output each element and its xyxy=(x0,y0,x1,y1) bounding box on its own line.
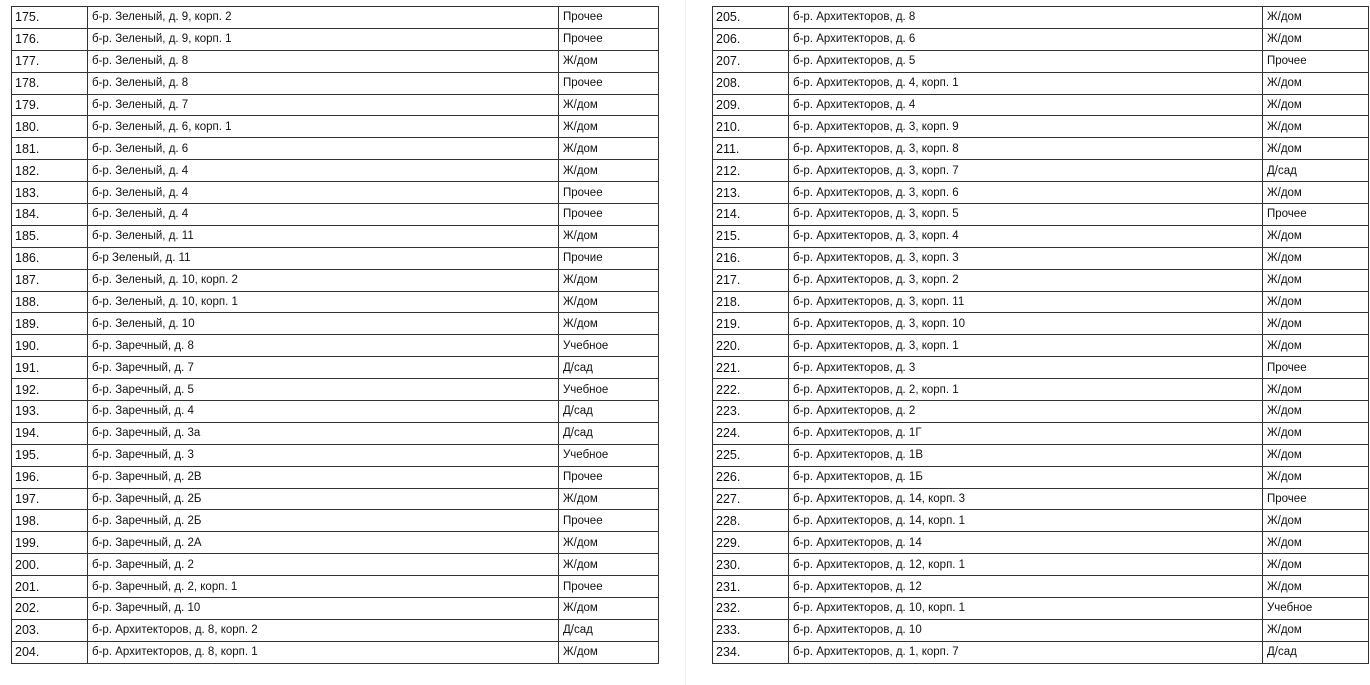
row-number: 230. xyxy=(713,554,789,576)
row-address: б-р. Архитекторов, д. 5 xyxy=(789,50,1263,72)
row-address: б-р. Архитекторов, д. 3, корп. 10 xyxy=(789,313,1263,335)
table-row xyxy=(12,204,659,226)
table-row xyxy=(12,94,659,116)
row-address: б-р. Архитекторов, д. 12 xyxy=(789,576,1263,598)
left-page xyxy=(11,6,659,664)
row-type: Прочее xyxy=(559,466,659,488)
row-number: 232. xyxy=(713,598,789,620)
row-number: 228. xyxy=(713,510,789,532)
row-type: Прочее xyxy=(559,7,659,29)
row-address: б-р. Архитекторов, д. 3, корп. 11 xyxy=(789,291,1263,313)
row-number: 215. xyxy=(713,225,789,247)
row-type: Ж/дом xyxy=(559,554,659,576)
row-number: 218. xyxy=(713,291,789,313)
row-type: Учебное xyxy=(559,379,659,401)
row-number: 175. xyxy=(12,7,88,29)
table-row xyxy=(713,598,1369,620)
row-address: б-р. Заречный, д. 3 xyxy=(88,444,559,466)
row-number: 214. xyxy=(713,204,789,226)
row-address: б-р. Заречный, д. 2Б xyxy=(88,488,559,510)
row-number: 217. xyxy=(713,269,789,291)
row-number: 203. xyxy=(12,619,88,641)
table-row xyxy=(713,576,1369,598)
table-row xyxy=(713,379,1369,401)
row-type: Ж/дом xyxy=(1263,466,1369,488)
row-address: б-р. Зеленый, д. 8 xyxy=(88,50,559,72)
row-address: б-р. Зеленый, д. 8 xyxy=(88,72,559,94)
row-type: Ж/дом xyxy=(559,532,659,554)
row-type: Прочее xyxy=(559,204,659,226)
table-row xyxy=(713,401,1369,423)
row-type: Ж/дом xyxy=(559,313,659,335)
row-type: Прочее xyxy=(559,182,659,204)
row-number: 208. xyxy=(713,72,789,94)
row-number: 205. xyxy=(713,7,789,29)
row-address: б-р. Зеленый, д. 10, корп. 1 xyxy=(88,291,559,313)
row-address: б-р. Архитекторов, д. 3, корп. 4 xyxy=(789,225,1263,247)
right-address-table xyxy=(712,6,1369,664)
table-row xyxy=(713,204,1369,226)
row-number: 211. xyxy=(713,138,789,160)
row-number: 197. xyxy=(12,488,88,510)
table-row xyxy=(713,28,1369,50)
row-address: б-р. Архитекторов, д. 1, корп. 7 xyxy=(789,641,1263,663)
row-address: б-р. Архитекторов, д. 4, корп. 1 xyxy=(789,72,1263,94)
row-type: Ж/дом xyxy=(559,291,659,313)
table-row xyxy=(713,641,1369,663)
table-row xyxy=(12,532,659,554)
row-type: Ж/дом xyxy=(1263,379,1369,401)
row-number: 207. xyxy=(713,50,789,72)
table-row xyxy=(713,357,1369,379)
row-type: Ж/дом xyxy=(1263,444,1369,466)
row-number: 196. xyxy=(12,466,88,488)
row-address: б-р. Архитекторов, д. 3, корп. 2 xyxy=(789,269,1263,291)
row-address: б-р. Зеленый, д. 10, корп. 2 xyxy=(88,269,559,291)
row-number: 216. xyxy=(713,247,789,269)
row-number: 227. xyxy=(713,488,789,510)
row-type: Ж/дом xyxy=(1263,510,1369,532)
row-number: 229. xyxy=(713,532,789,554)
table-row xyxy=(713,313,1369,335)
row-type: Ж/дом xyxy=(559,225,659,247)
page-divider xyxy=(685,0,686,685)
row-type: Ж/дом xyxy=(1263,72,1369,94)
row-address: б-р. Заречный, д. 7 xyxy=(88,357,559,379)
row-number: 180. xyxy=(12,116,88,138)
row-type: Ж/дом xyxy=(1263,313,1369,335)
row-address: б-р. Заречный, д. 2Б xyxy=(88,510,559,532)
right-table-body xyxy=(713,7,1369,664)
row-number: 191. xyxy=(12,357,88,379)
row-type: Ж/дом xyxy=(1263,291,1369,313)
table-row xyxy=(12,28,659,50)
row-number: 234. xyxy=(713,641,789,663)
row-address: б-р. Заречный, д. 4 xyxy=(88,401,559,423)
row-address: б-р. Архитекторов, д. 6 xyxy=(789,28,1263,50)
row-address: б-р. Архитекторов, д. 2, корп. 1 xyxy=(789,379,1263,401)
table-row xyxy=(713,116,1369,138)
row-address: б-р. Архитекторов, д. 10, корп. 1 xyxy=(789,598,1263,620)
row-address: б-р. Архитекторов, д. 14, корп. 3 xyxy=(789,488,1263,510)
row-number: 222. xyxy=(713,379,789,401)
row-number: 231. xyxy=(713,576,789,598)
row-number: 226. xyxy=(713,466,789,488)
left-table-body xyxy=(12,7,659,664)
row-number: 177. xyxy=(12,50,88,72)
table-row xyxy=(12,291,659,313)
table-row xyxy=(12,422,659,444)
row-type: Прочее xyxy=(1263,204,1369,226)
row-type: Д/сад xyxy=(559,401,659,423)
row-number: 200. xyxy=(12,554,88,576)
table-row xyxy=(12,116,659,138)
row-type: Ж/дом xyxy=(559,116,659,138)
row-type: Ж/дом xyxy=(1263,619,1369,641)
row-number: 233. xyxy=(713,619,789,641)
table-row xyxy=(12,247,659,269)
row-address: б-р. Зеленый, д. 7 xyxy=(88,94,559,116)
row-type: Д/сад xyxy=(559,357,659,379)
row-number: 223. xyxy=(713,401,789,423)
table-row xyxy=(12,50,659,72)
table-row xyxy=(12,335,659,357)
row-number: 186. xyxy=(12,247,88,269)
table-row xyxy=(12,225,659,247)
row-number: 195. xyxy=(12,444,88,466)
row-address: б-р. Архитекторов, д. 3, корп. 8 xyxy=(789,138,1263,160)
row-number: 193. xyxy=(12,401,88,423)
right-page xyxy=(712,6,1369,664)
row-type: Ж/дом xyxy=(1263,554,1369,576)
table-row xyxy=(12,554,659,576)
row-type: Ж/дом xyxy=(559,94,659,116)
row-address: б-р. Заречный, д. 2, корп. 1 xyxy=(88,576,559,598)
row-number: 209. xyxy=(713,94,789,116)
row-number: 199. xyxy=(12,532,88,554)
row-number: 178. xyxy=(12,72,88,94)
row-address: б-р. Зеленый, д. 6 xyxy=(88,138,559,160)
row-number: 189. xyxy=(12,313,88,335)
row-address: б-р. Архитекторов, д. 8 xyxy=(789,7,1263,29)
row-address: б-р. Архитекторов, д. 8, корп. 2 xyxy=(88,619,559,641)
row-address: б-р Зеленый, д. 11 xyxy=(88,247,559,269)
table-row xyxy=(713,7,1369,29)
table-row xyxy=(12,510,659,532)
row-type: Прочее xyxy=(559,510,659,532)
row-number: 198. xyxy=(12,510,88,532)
table-row xyxy=(713,247,1369,269)
row-number: 202. xyxy=(12,598,88,620)
row-type: Учебное xyxy=(559,335,659,357)
row-type: Ж/дом xyxy=(559,160,659,182)
row-number: 204. xyxy=(12,641,88,663)
row-number: 221. xyxy=(713,357,789,379)
table-row xyxy=(12,7,659,29)
row-address: б-р. Зеленый, д. 4 xyxy=(88,160,559,182)
row-number: 185. xyxy=(12,225,88,247)
table-row xyxy=(713,466,1369,488)
table-row xyxy=(12,269,659,291)
row-address: б-р. Архитекторов, д. 1Б xyxy=(789,466,1263,488)
row-address: б-р. Зеленый, д. 9, корп. 2 xyxy=(88,7,559,29)
row-address: б-р. Заречный, д. 2А xyxy=(88,532,559,554)
table-row xyxy=(713,94,1369,116)
row-number: 187. xyxy=(12,269,88,291)
row-number: 210. xyxy=(713,116,789,138)
table-row xyxy=(713,160,1369,182)
row-number: 183. xyxy=(12,182,88,204)
table-row xyxy=(713,72,1369,94)
row-type: Ж/дом xyxy=(1263,422,1369,444)
row-number: 182. xyxy=(12,160,88,182)
row-address: б-р. Заречный, д. 3а xyxy=(88,422,559,444)
row-address: б-р. Архитекторов, д. 14, корп. 1 xyxy=(789,510,1263,532)
row-type: Ж/дом xyxy=(559,641,659,663)
row-address: б-р. Архитекторов, д. 3, корп. 9 xyxy=(789,116,1263,138)
table-row xyxy=(12,444,659,466)
row-number: 179. xyxy=(12,94,88,116)
table-row xyxy=(12,641,659,663)
row-address: б-р. Зеленый, д. 6, корп. 1 xyxy=(88,116,559,138)
row-type: Прочее xyxy=(559,72,659,94)
row-type: Ж/дом xyxy=(1263,7,1369,29)
table-row xyxy=(12,72,659,94)
row-type: Ж/дом xyxy=(1263,138,1369,160)
row-type: Ж/дом xyxy=(1263,576,1369,598)
row-type: Д/сад xyxy=(1263,160,1369,182)
row-type: Ж/дом xyxy=(1263,335,1369,357)
row-address: б-р. Архитекторов, д. 3, корп. 7 xyxy=(789,160,1263,182)
table-row xyxy=(713,225,1369,247)
row-address: б-р. Архитекторов, д. 3, корп. 1 xyxy=(789,335,1263,357)
table-row xyxy=(12,401,659,423)
row-type: Прочие xyxy=(559,247,659,269)
row-address: б-р. Заречный, д. 8 xyxy=(88,335,559,357)
row-type: Ж/дом xyxy=(559,138,659,160)
row-type: Ж/дом xyxy=(559,488,659,510)
table-row xyxy=(713,444,1369,466)
table-row xyxy=(713,554,1369,576)
row-address: б-р. Заречный, д. 10 xyxy=(88,598,559,620)
table-row xyxy=(713,422,1369,444)
row-number: 188. xyxy=(12,291,88,313)
row-address: б-р. Заречный, д. 5 xyxy=(88,379,559,401)
row-number: 192. xyxy=(12,379,88,401)
table-row xyxy=(12,160,659,182)
row-number: 194. xyxy=(12,422,88,444)
row-address: б-р. Зеленый, д. 10 xyxy=(88,313,559,335)
table-row xyxy=(713,510,1369,532)
row-address: б-р. Архитекторов, д. 14 xyxy=(789,532,1263,554)
row-number: 224. xyxy=(713,422,789,444)
row-type: Прочее xyxy=(559,28,659,50)
row-type: Ж/дом xyxy=(559,50,659,72)
row-type: Прочее xyxy=(1263,50,1369,72)
row-address: б-р. Заречный, д. 2В xyxy=(88,466,559,488)
row-number: 176. xyxy=(12,28,88,50)
row-type: Ж/дом xyxy=(1263,247,1369,269)
row-address: б-р. Архитекторов, д. 3, корп. 6 xyxy=(789,182,1263,204)
row-address: б-р. Архитекторов, д. 8, корп. 1 xyxy=(88,641,559,663)
table-row xyxy=(713,138,1369,160)
row-type: Д/сад xyxy=(559,422,659,444)
row-number: 225. xyxy=(713,444,789,466)
row-type: Прочее xyxy=(1263,488,1369,510)
table-row xyxy=(713,50,1369,72)
row-type: Ж/дом xyxy=(1263,116,1369,138)
row-number: 220. xyxy=(713,335,789,357)
row-address: б-р. Зеленый, д. 9, корп. 1 xyxy=(88,28,559,50)
table-row xyxy=(713,291,1369,313)
row-address: б-р. Зеленый, д. 4 xyxy=(88,204,559,226)
row-number: 212. xyxy=(713,160,789,182)
row-number: 219. xyxy=(713,313,789,335)
row-number: 206. xyxy=(713,28,789,50)
row-type: Ж/дом xyxy=(1263,94,1369,116)
table-row xyxy=(12,488,659,510)
row-address: б-р. Архитекторов, д. 10 xyxy=(789,619,1263,641)
table-row xyxy=(713,269,1369,291)
row-type: Ж/дом xyxy=(1263,269,1369,291)
left-address-table xyxy=(11,6,659,664)
row-type: Ж/дом xyxy=(1263,532,1369,554)
table-row xyxy=(12,619,659,641)
table-row xyxy=(713,182,1369,204)
row-number: 184. xyxy=(12,204,88,226)
row-type: Учебное xyxy=(559,444,659,466)
row-type: Прочее xyxy=(1263,357,1369,379)
table-row xyxy=(12,313,659,335)
table-row xyxy=(12,576,659,598)
row-type: Прочее xyxy=(559,576,659,598)
row-type: Ж/дом xyxy=(1263,401,1369,423)
row-number: 213. xyxy=(713,182,789,204)
table-row xyxy=(713,488,1369,510)
row-type: Учебное xyxy=(1263,598,1369,620)
row-address: б-р. Заречный, д. 2 xyxy=(88,554,559,576)
row-address: б-р. Архитекторов, д. 1Г xyxy=(789,422,1263,444)
row-type: Ж/дом xyxy=(1263,28,1369,50)
row-type: Ж/дом xyxy=(559,269,659,291)
row-address: б-р. Архитекторов, д. 2 xyxy=(789,401,1263,423)
table-row xyxy=(12,357,659,379)
row-address: б-р. Архитекторов, д. 3, корп. 3 xyxy=(789,247,1263,269)
row-address: б-р. Архитекторов, д. 3 xyxy=(789,357,1263,379)
row-number: 181. xyxy=(12,138,88,160)
row-address: б-р. Зеленый, д. 4 xyxy=(88,182,559,204)
table-row xyxy=(713,619,1369,641)
table-row xyxy=(713,335,1369,357)
table-row xyxy=(12,466,659,488)
row-number: 190. xyxy=(12,335,88,357)
row-type: Ж/дом xyxy=(1263,182,1369,204)
row-address: б-р. Архитекторов, д. 12, корп. 1 xyxy=(789,554,1263,576)
row-address: б-р. Архитекторов, д. 1В xyxy=(789,444,1263,466)
row-type: Ж/дом xyxy=(559,598,659,620)
row-type: Д/сад xyxy=(1263,641,1369,663)
table-row xyxy=(12,598,659,620)
row-type: Д/сад xyxy=(559,619,659,641)
table-row xyxy=(713,532,1369,554)
row-type: Ж/дом xyxy=(1263,225,1369,247)
row-number: 201. xyxy=(12,576,88,598)
row-address: б-р. Архитекторов, д. 3, корп. 5 xyxy=(789,204,1263,226)
row-address: б-р. Зеленый, д. 11 xyxy=(88,225,559,247)
table-row xyxy=(12,379,659,401)
table-row xyxy=(12,138,659,160)
row-address: б-р. Архитекторов, д. 4 xyxy=(789,94,1263,116)
table-row xyxy=(12,182,659,204)
